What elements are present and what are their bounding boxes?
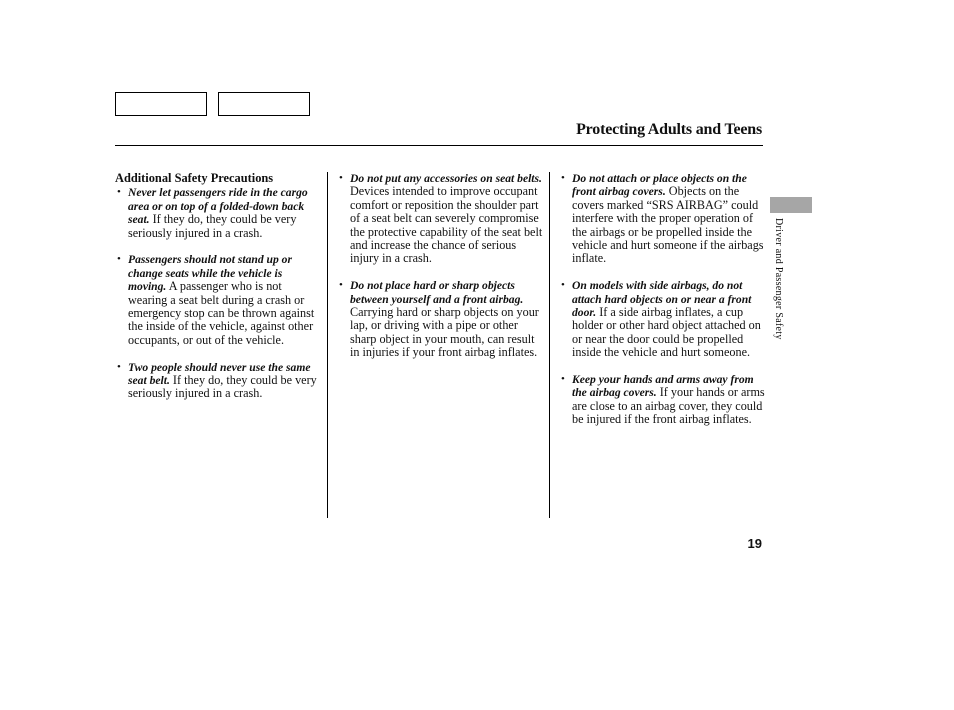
bullet-lead: Do not place hard or sharp objects between yourself and a front airbag. (350, 279, 524, 306)
bullet-lead: Two people should never use the same seat belt. (128, 360, 311, 388)
section-heading: Additional Safety Precautions (115, 171, 274, 185)
bullet-icon: • (117, 360, 121, 373)
bullet-body: Objects on the covers marked “SRS AIRBAG” could interfere with the proper operation of the airbags or be propelled inside the vehicle and hurt someone if the airbags inflate. (572, 184, 764, 266)
bullet-icon: • (561, 172, 565, 184)
page-title: Protecting Adults and Teens (576, 121, 762, 138)
bullet-lead: Passengers should not stand up or change seats while the vehicle is moving. (128, 253, 292, 294)
bullet-lead: Keep your hands and arms away from the airbag covers. (572, 373, 754, 400)
column-divider (327, 172, 328, 518)
bullet-icon: • (117, 186, 121, 199)
bullet-item (115, 253, 323, 347)
bullet-icon: • (339, 279, 343, 292)
section-tab-label: Driver and Passenger Safety (773, 218, 784, 340)
column-1 (115, 172, 323, 414)
section-tab (770, 197, 812, 213)
bullet-lead: Never let passengers ride in the cargo area or on top of a folded-down back seat. (128, 186, 308, 227)
bullet-item (559, 172, 767, 266)
nav-button-2[interactable] (218, 92, 310, 116)
header-rule (115, 145, 763, 146)
bullet-item (115, 361, 323, 401)
bullet-body: Carrying hard or sharp objects on your lap, or driving with a pipe or other sharp object in your mouth, can result in injuries if your front airbag inflates. (350, 305, 539, 360)
bullet-lead: On models with side airbags, do not attach hard objects on or near a front door. (572, 279, 752, 320)
bullet-body: If your hands or arms are close to an airbag cover, they could be injured if the front airbag inflates. (572, 385, 765, 427)
bullet-item (337, 279, 545, 359)
bullet-body: Devices intended to improve occupant comfort or reposition the shoulder part of a seat belt can severely compromise the protective capability of the seat belt and increase the chance of serious injury in a crash. (350, 184, 543, 266)
bullet-body: A passenger who is not wearing a seat belt during a crash or emergency stop can be thrown against the inside of the vehicle, against other occupants, or out of the vehicle. (128, 279, 315, 347)
column-3 (559, 172, 767, 440)
bullet-icon: • (561, 279, 565, 292)
bullet-item (559, 373, 767, 427)
bullet-icon: • (561, 373, 565, 386)
column-divider (549, 172, 550, 518)
bullet-body: If a side airbag inflates, a cup holder or other hard object attached on or near the door could be propelled inside the vehicle and hurt someone. (572, 305, 761, 360)
bullet-icon: • (339, 172, 343, 184)
bullet-icon: • (117, 253, 121, 266)
nav-button-1[interactable] (115, 92, 207, 116)
bullet-item (559, 279, 767, 359)
bullet-lead: Do not attach or place objects on the front airbag covers. (572, 172, 747, 199)
column-2 (337, 172, 545, 373)
bullet-body: If they do, they could be very seriously injured in a crash. (128, 212, 297, 240)
bullet-item (337, 172, 545, 266)
page-number: 19 (747, 536, 762, 551)
bullet-lead: Do not put any accessories on seat belts. (350, 172, 542, 185)
bullet-body: If they do, they could be very seriously injured in a crash. (128, 373, 317, 401)
bullet-item (115, 186, 323, 240)
